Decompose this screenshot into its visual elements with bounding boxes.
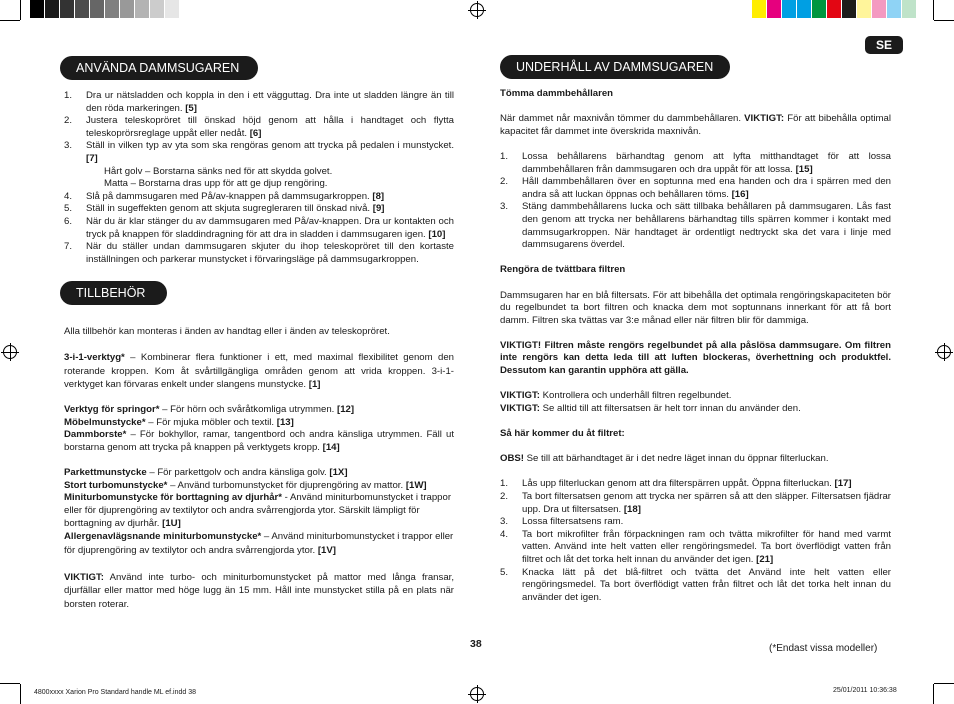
color-swatch (812, 0, 827, 18)
list-item (500, 176, 891, 201)
list-number: 2. (500, 491, 509, 502)
list-number: 4. (64, 190, 73, 202)
list-number: 5. (500, 566, 509, 578)
figure-ref: [21] (756, 553, 774, 565)
figure-ref: [18] (623, 503, 641, 515)
list-item (500, 478, 891, 491)
list-text: Ställ in sugeffekten genom att skjuta sugregleraren till önskad nivå. (86, 203, 373, 215)
figure-ref: [7] (86, 152, 98, 164)
page-number: 38 (470, 638, 482, 650)
list-text: Ta bort filtersatsen genom att trycka ner spärren så att den släpper. Filtersatsen fjädrar upp. Dra ut filtersatsen. (522, 491, 891, 515)
list-number: 5. (64, 203, 73, 215)
list-item (64, 90, 454, 115)
list-text: När du ställer undan dammsugaren skjuter du ihop teleskopröret till den kortaste inställningen och parkerar munstycket i förvaringsläge på dammsugarkroppen. (86, 241, 454, 265)
section-heading-accessories: TILLBEHÖR (60, 281, 167, 305)
list-text: Slå på dammsugaren med På/av-knappen på dammsugarkroppen. (86, 190, 373, 202)
list-text: Stäng dammbehållarens lucka och sätt tillbaka behållaren på dammsugaren. Lås fast den genom att trycka ner behållarens bärhandtag tills spärren kommer i kontakt med dammsugarkroppen. När handtaget är ordentligt nedtryckt ska det vara i linje med dammsugarens överdel. (522, 201, 891, 251)
footnote: (*Endast vissa modeller) (769, 643, 878, 654)
color-swatch (45, 0, 60, 18)
color-swatch (782, 0, 797, 18)
list-item (64, 140, 454, 165)
date-slug: 25/01/2011 10:36:38 (833, 687, 897, 694)
color-swatch (120, 0, 135, 18)
crop-mark (934, 683, 954, 684)
list-item (500, 491, 891, 516)
color-swatch (887, 0, 902, 18)
figure-ref: [17] (834, 478, 852, 490)
color-swatch (767, 0, 782, 18)
color-swatch (30, 0, 45, 18)
list-text: Dra ur nätsladden och koppla in den i ett vägguttag. Dra inte ut sladden längre än till den röda markeringen. (86, 90, 454, 114)
subheading-empty: Tömma dammbehållaren (500, 88, 614, 99)
figure-ref: [9] (372, 203, 385, 215)
list-text: Knacka lätt på det blå-filtret och tvätta det Använd inte helt vatten eller rengöringsmedel. Ta bort överflödigt vatten från filtret och låt det torka helt innan du använder det igen. (522, 566, 891, 603)
crop-mark (0, 683, 20, 684)
list-text: Lossa behållarens bärhandtag genom att lyfta mitthandtaget för att lossa dammbehållaren från dammsugaren och dra uppåt för att lossa. (522, 150, 891, 175)
language-badge: SE (865, 36, 903, 54)
floor-hard-text: Hårt golv – Borstarna sänks ned för att skydda golvet. (104, 165, 333, 177)
cmyk-colorbar (752, 0, 917, 18)
color-swatch (60, 0, 75, 18)
list-number: 4. (500, 528, 509, 540)
list-text: Lås upp filterluckan genom att dra filterspärren uppåt. Öppna filterluckan. (522, 478, 835, 490)
list-item (64, 241, 454, 266)
list-number: 1. (500, 478, 509, 490)
list-number: 1. (500, 150, 509, 162)
list-text: Lossa filtersatsens ram. (522, 516, 624, 528)
list-item (64, 191, 454, 204)
color-swatch (75, 0, 90, 18)
color-swatch (752, 0, 767, 18)
crop-mark (20, 684, 21, 704)
list-number: 3. (64, 140, 73, 152)
list-item (500, 516, 891, 529)
figure-ref: [5] (185, 102, 197, 114)
crop-mark (933, 0, 934, 20)
color-swatch (165, 0, 180, 18)
color-swatch (827, 0, 842, 18)
color-swatch (150, 0, 165, 18)
color-swatch (180, 0, 195, 18)
section-heading-maintenance: UNDERHÅLL AV DAMMSUGAREN (500, 55, 730, 79)
crop-mark (934, 20, 954, 21)
figure-ref: [15] (795, 163, 813, 175)
list-text: Justera teleskopröret till önskad höjd genom att hålla i handtaget och flytta teleskoprörsreglage uppåt eller nedåt. (86, 115, 454, 139)
list-number: 1. (64, 90, 73, 101)
list-item (64, 216, 454, 241)
accessories-intro: Alla tillbehör kan monteras i änden av handtag eller i änden av teleskopröret. (64, 326, 390, 337)
registration-mark-icon (470, 687, 484, 701)
color-swatch (135, 0, 150, 18)
floor-carpet-text: Matta – Borstarna dras upp för att ge djup rengöring. (104, 178, 328, 190)
grayscale-colorbar (30, 0, 195, 18)
crop-mark (933, 684, 934, 704)
list-number: 6. (64, 215, 73, 227)
figure-ref: [10] (428, 228, 446, 240)
list-number: 3. (500, 201, 509, 213)
list-item (500, 201, 891, 251)
list-item (64, 115, 454, 140)
section-heading-using: ANVÄNDA DAMMSUGAREN (60, 56, 258, 80)
list-number: 7. (64, 241, 73, 253)
registration-mark-icon (470, 3, 484, 17)
list-number: 2. (500, 176, 509, 188)
color-swatch (857, 0, 872, 18)
maintenance-text: Tömma dammbehållaren När dammet når maxnivån tömmer du dammbehållaren. VIKTIGT: För att bibehålla optimal kapacitet får dammet inte överskrida maxnivån. 1. Lossa behållarens bärhandtag genom att lyfta mitthandtaget för att lossa dammbehållaren från dammsugaren och dra uppåt för att lossa. [15] 2. Håll dammbehållaren över en soptunna med ena handen och dra i spärren med den andra så att luckan öppnas och behållaren töms. [16] 3. Stäng dammbehållarens lucka och sätt tillbaka behållaren på dammsugaren. Lås fast den genom att trycka ner behållarens bärhandtag tills spärren kommer i kontakt med dammsugarkroppen. När handtaget är ordentligt nedtryckt ska det vara i linje med dammsugarens överdel. Rengöra de tvättbara filtren Dammsugaren har en blå filtersats. För att bibehålla det optimala rengöringskapaciteten bör du regelbundet ta bort filtren och knacka dem mot soptunnans innerkant för att få bort damm. Filtren ska tvättas var 3:e månad eller när filtren blir för dammiga. VIKTIGT! Filtren måste rengörs regelbundet på alla påslösa dammsugare. Om filtren inte rengörs kan detta leda till att luften blockeras, överhettning och produktfel. Dessutom kan garantin upphöra att gälla. VIKTIGT: Kontrollera och underhåll filtren regelbundet. VIKTIGT: Se alltid till att filtersatsen är helt torr innan du använder den. Så här kommer du åt filtret: OBS! Se till att bärhandtaget är i det nedre läget innan du öppnar filterluckan. 1. Lås upp filterluckan genom att dra filterspärren uppåt. Öppna filterluckan. [17] 2. Ta bort filtersatsen genom att trycka ner spärren så att den släpper. Filtersatsen fjädrar upp. Dra ut filtersatsen. [18] 3. Lossa filtersatsens ram. 4. Ta bort mikrofilter från förpackningen ram och tvätta mikrofilter för hand med varmt vatten. Använd inte helt vatten eller rengöringsmedel. Ta bort överflödigt vatten från filtret och låt det torka helt innan du använder det igen. [21] 5. Knacka lätt på det blå-filtret och tvätta det Använd inte helt vatten eller rengöringsmedel. Ta bort överflödigt vatten från filtret och låt det torka helt innan du använder det igen. (500, 88, 891, 603)
color-swatch (902, 0, 917, 18)
color-swatch (90, 0, 105, 18)
figure-ref: [8] (372, 190, 385, 202)
registration-mark-icon (937, 345, 951, 359)
list-text: När du är klar stänger du av dammsugaren med På/av-knappen. Dra ur kontakten och tryck på knappen för sladdindragning för att dra in sladden i dammsugaren igen. (86, 215, 454, 240)
figure-ref: [6] (249, 127, 262, 139)
accessories-text: Alla tillbehör kan monteras i änden av handtag eller i änden av teleskopröret. 3-i-1-verktyg* – Kombinerar flera funktioner i ett, med maximal flexibilitet genom den roterande kroppen. Kom åt svårtillgängliga områden genom att vrida kroppen. 3-i-1-verktyget kan förvaras enkelt under slangens munstycke. [1] Verktyg för springor* – För hörn och svåråtkomliga utrymmen. [12] Möbelmunstycke* – För mjuka möbler och textil. [13] Dammborste* – För bokhyllor, ramar, tangentbord och andra känsliga utrymmen. Fäll ut borstarna genom att trycka på knappen på verktygets kropp. [14] Parkettmunstycke – För parkettgolv och andra känsliga golv. [1X] Stort turbomunstycke* – Använd turbomunstycket för djuprengöring av mattor. [1W] Miniturbomunstycke för borttagning av djurhår* - Använd miniturbomunstycket i trappor eller för djuprengöring av textilytor och andra svårrengjorda ytor. Särskilt lämpligt för borttagning av djurhår. [1U] Allergenavlägsnande miniturbomunstycke* – Använd miniturbomunstycket i trappor eller för djuprengöring av textilytor och andra svårrengjorda ytor. [1V] VIKTIGT: Använd inte turbo- och miniturbomunstycket på mattor med långa fransar, djurfällar eller mattor med höge lugg än 15 mm. Håll inte munstycket stilla på en plats när borsten roterar. (64, 326, 454, 610)
crop-mark (20, 0, 21, 20)
list-text: Håll dammbehållaren över en soptunna med ena handen och dra i spärren med den andra så att luckan öppnas och behållaren töms. (522, 176, 891, 200)
list-number: 2. (64, 115, 73, 127)
color-swatch (797, 0, 812, 18)
color-swatch (872, 0, 887, 18)
color-swatch (105, 0, 120, 18)
file-slug: 4800xxxx Xarion Pro Standard handle ML ef.indd 38 (34, 689, 197, 696)
subheading-filters: Rengöra de tvättbara filtren (500, 264, 626, 276)
list-item (500, 151, 891, 176)
color-swatch (842, 0, 857, 18)
crop-mark (0, 20, 20, 21)
list-text: Ställ in vilken typ av yta som ska rengöras genom att trycka på pedalen i munstycket. (86, 140, 454, 152)
list-item (64, 203, 454, 216)
usage-steps (64, 90, 454, 266)
figure-ref: [16] (731, 188, 749, 200)
list-item (500, 567, 891, 605)
registration-mark-icon (3, 345, 17, 359)
subheading-access: Så här kommer du åt filtret: (500, 428, 625, 440)
list-item (500, 529, 891, 567)
list-number: 3. (500, 516, 509, 528)
list-text: Ta bort mikrofilter från förpackningen ram och tvätta mikrofilter för hand med varmt vatten. Använd inte helt vatten eller rengöringsmedel. Ta bort överflödigt vatten från filtret och låt det torka helt innan du använder det igen. (522, 528, 891, 565)
